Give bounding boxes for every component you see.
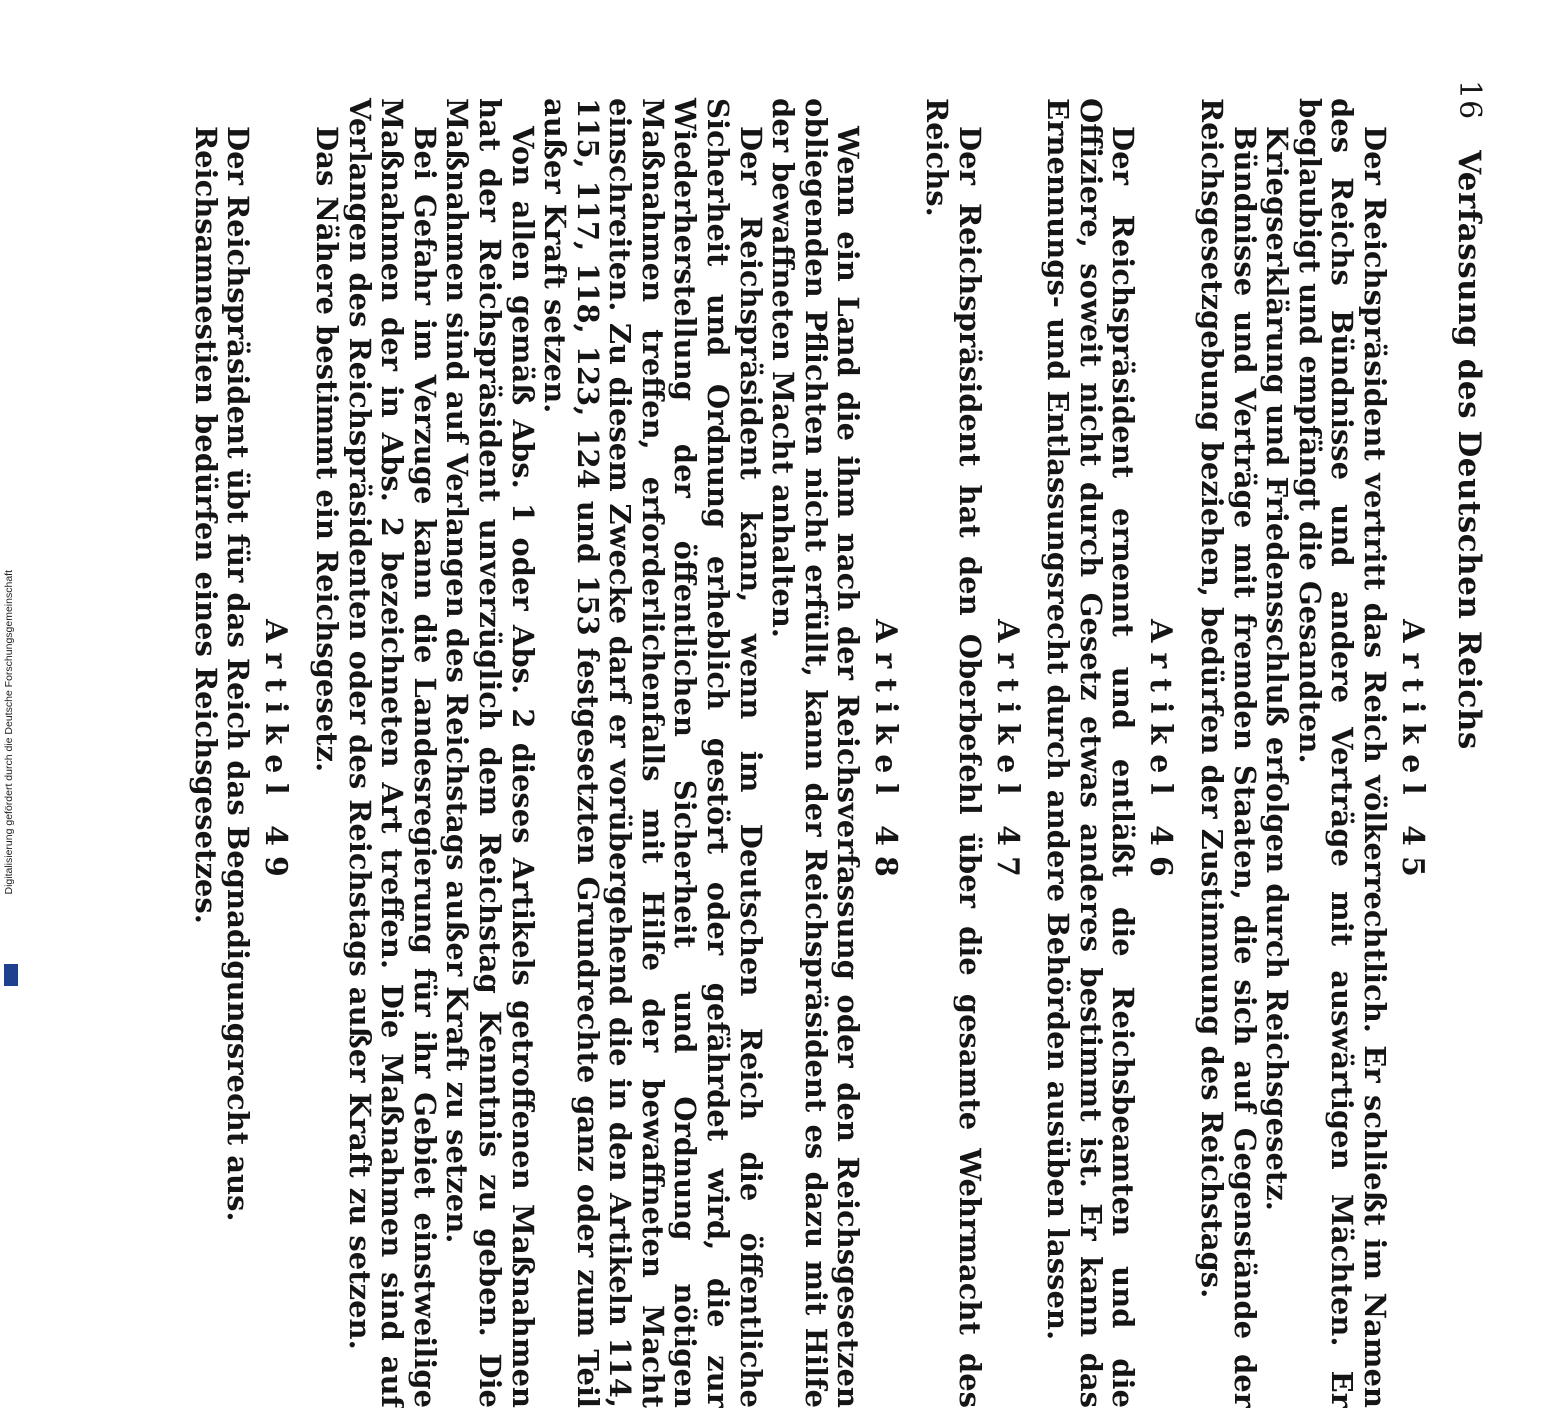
paragraph: Bei Gefahr im Verzuge kann die Landesregierung für ihr Gebiet einstweilige Maßnahmen der in Abs. 2 bezeichneten Art treffen. Die Maßnahmen sind auf Verlangen des Reichspräsidenten oder des Reichstags außer Kraft zu setzen.	[342, 98, 442, 1408]
paragraph: Das Nähere bestimmt ein Reichsgesetz.	[309, 126, 344, 773]
paragraph: Kriegserklärung und Friedensschluß erfolgen durch Reichsgesetz.	[1260, 126, 1295, 1211]
paragraph: Wenn ein Land die ihm nach der Reichsverfassung oder den Reichsgesetzen obliegenden Pflichten nicht erfüllt, kann der Reichspräsident es dazu mit Hilfe der bewaffneten Macht anhalten.	[766, 98, 866, 1408]
article-heading: Artikel 45	[1395, 619, 1430, 887]
page-header	[1447, 80, 1487, 820]
paragraph: Reichsamnestien bedürfen eines Reichsgesetzes.	[188, 126, 223, 924]
article-heading: Artikel 48	[868, 619, 904, 887]
article-heading: Artikel 46	[1143, 619, 1179, 887]
paragraph: Der Reichspräsident ernennt und entläßt die Reichsbeamten und die Offiziere, soweit nicht durch Gesetz etwas anderes bestimmt ist. Er kann das Ernennungs- und Entlassungsrecht durch andere Behörden ausüben lassen.	[1041, 98, 1141, 1408]
paragraph: Bündnisse und Verträge mit fremden Staaten, die sich auf Gegenstände der Reichsgesetzgebung beziehen, bedürfen der Zustimmung des Reichstags.	[1195, 98, 1262, 1408]
paragraph: Der Reichspräsident vertritt das Reich völkerrechtlich. Er schließt im Namen des Reichs Bündnisse und andere Verträge mit auswärtigen Mächten. Er beglaubigt und empfängt die Gesandten.	[1292, 98, 1392, 1408]
stamp-text: Digitalisierung gefördert durch die Deutsche Forschungsgemeinschaft	[3, 570, 15, 895]
paragraph: Von allen gemäß Abs. 1 oder Abs. 2 dieses Artikels getroffenen Maßnahmen hat der Reichspräsident unverzüglich dem Reichstag Kenntnis zu geben. Die Maßnahmen sind auf Verlangen des Reichstags außer Kraft zu setzen.	[440, 98, 540, 1408]
paragraph: Der Reichspräsident hat den Oberbefehl über die gesamte Wehrmacht des Reichs.	[920, 98, 987, 1408]
article-heading: Artikel 49	[258, 619, 294, 887]
running-head: Verfassung des Deutschen Reichs	[1451, 150, 1487, 750]
dfg-logo-icon	[4, 964, 18, 986]
paragraph: Der Reichspräsident kann, wenn im Deutschen Reich die öffentliche Sicherheit und Ordnung erheblich gestört oder gefährdet wird, die zur Wiederherstellung der öffentlichen Sicherheit und Ordnung nötigen Maßnahmen treffen, erforderlichenfalls mit Hilfe der bewaffneten Macht einschreiten. Zu diesem Zwecke darf er vorübergehend die in den Artikeln 114, 115, 117, 118, 123, 124 und 153 festgesetzten Grundrechte ganz oder zum Teil außer Kraft setzen.	[538, 98, 768, 1408]
digitization-stamp	[0, 570, 22, 990]
paragraph: Der Reichspräsident übt für das Reich das Begnadigungsrecht aus.	[221, 126, 256, 1222]
article-heading: Artikel 47	[989, 619, 1025, 887]
document-body	[0, 98, 1433, 1408]
page-number: 16	[1452, 80, 1487, 121]
